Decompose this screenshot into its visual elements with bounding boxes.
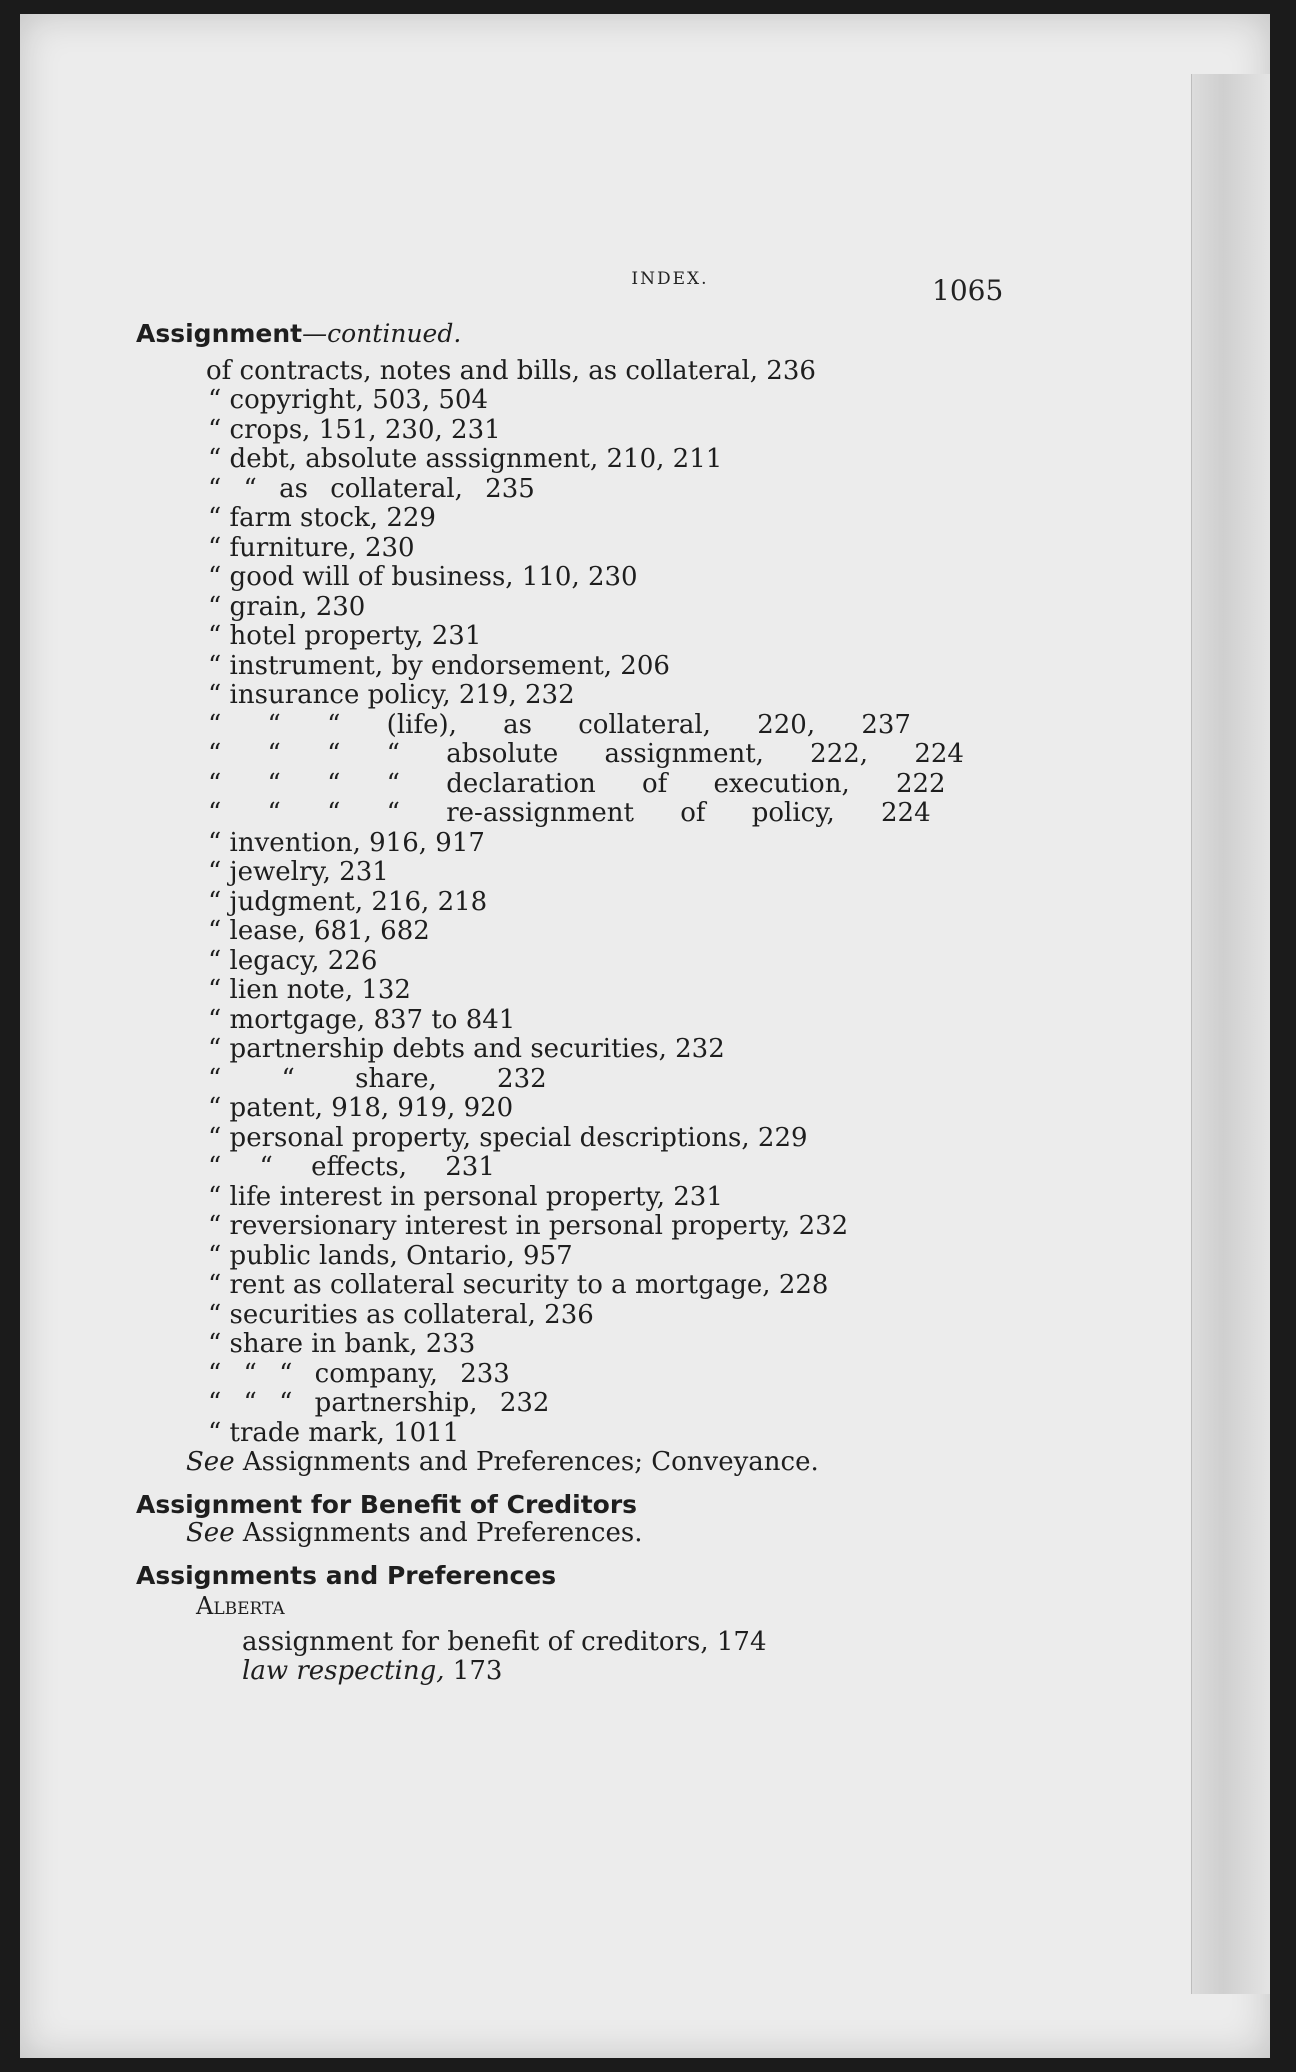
running-title: INDEX. bbox=[631, 269, 709, 289]
index-line: “ public lands, Ontario, 957 bbox=[208, 1240, 573, 1271]
index-line: “ life interest in personal property, 231 bbox=[208, 1181, 723, 1212]
index-line: “ good will of business, 110, 230 bbox=[208, 562, 638, 592]
index-line: “ lease, 681, 682 bbox=[208, 916, 430, 946]
index-line: “ insurance policy, 219, 232 bbox=[208, 680, 575, 710]
index-line: “ trade mark, 1011 bbox=[208, 1417, 460, 1448]
index-line: “ debt, absolute asssignment, 210, 211 bbox=[208, 444, 723, 474]
index-line: “ partnership debts and securities, 232 bbox=[208, 1034, 725, 1064]
index-line: “ securities as collateral, 236 bbox=[208, 1299, 594, 1330]
index-line: “ “ effects, 231 bbox=[208, 1152, 495, 1182]
index-line: “ “ “ “ absolute assignment, 222, 224 bbox=[208, 739, 964, 769]
index-line: “ rent as collateral security to a mortgage, 228 bbox=[208, 1270, 829, 1300]
page-number: 1065 bbox=[932, 274, 1004, 307]
index-line: “ personal property, special descriptions, 229 bbox=[208, 1122, 808, 1153]
index-line: “ “ as collateral, 235 bbox=[208, 473, 535, 504]
index-line: “ furniture, 230 bbox=[208, 532, 415, 563]
index-text bbox=[136, 319, 1036, 1687]
index-line: of contracts, notes and bills, as collateral, 236 bbox=[206, 355, 816, 386]
index-line: “ jewelry, 231 bbox=[208, 857, 389, 887]
index-line: “ farm stock, 229 bbox=[208, 503, 436, 533]
benefit-heading: Assignment for Benefit of Creditors bbox=[136, 1489, 638, 1519]
province-subheading: Alberta bbox=[196, 1592, 285, 1620]
index-line: “ share in bank, 233 bbox=[208, 1329, 476, 1359]
index-line: “ legacy, 226 bbox=[208, 945, 378, 976]
index-line: “ grain, 230 bbox=[208, 591, 366, 622]
page-edge bbox=[1191, 74, 1270, 1994]
index-line: law respecting, 173 bbox=[242, 1656, 503, 1686]
index-line: “ instrument, by endorsement, 206 bbox=[208, 650, 670, 681]
index-line: “ reversionary interest in personal property, 232 bbox=[208, 1211, 849, 1241]
index-line: “ mortgage, 837 to 841 bbox=[208, 1004, 516, 1035]
index-line: “ hotel property, 231 bbox=[208, 621, 482, 651]
index-line: “ “ share, 232 bbox=[208, 1063, 547, 1094]
preferences-heading: Assignments and Preferences bbox=[136, 1560, 557, 1590]
index-line: “ “ “ partnership, 232 bbox=[208, 1388, 550, 1418]
see-reference: See Assignments and Preferences. bbox=[186, 1518, 643, 1548]
index-line: assignment for benefit of creditors, 174 bbox=[242, 1626, 767, 1657]
assignment-heading: Assignment—continued. bbox=[136, 319, 462, 348]
book-page bbox=[20, 14, 1270, 2058]
index-line: “ “ “ “ declaration of execution, 222 bbox=[208, 768, 946, 799]
index-line: “ “ “ “ re-assignment of policy, 224 bbox=[208, 798, 931, 828]
index-line: “ patent, 918, 919, 920 bbox=[208, 1093, 514, 1123]
see-reference: See Assignments and Preferences; Conveyance. bbox=[186, 1447, 819, 1477]
index-line: “ “ “ (life), as collateral, 220, 237 bbox=[208, 709, 911, 740]
index-line: “ lien note, 132 bbox=[208, 975, 411, 1005]
index-line: “ copyright, 503, 504 bbox=[208, 385, 488, 415]
index-line: “ crops, 151, 230, 231 bbox=[208, 414, 501, 445]
index-line: “ judgment, 216, 218 bbox=[208, 886, 488, 917]
index-line: “ invention, 916, 917 bbox=[208, 827, 485, 858]
index-line: “ “ “ company, 233 bbox=[208, 1358, 510, 1389]
